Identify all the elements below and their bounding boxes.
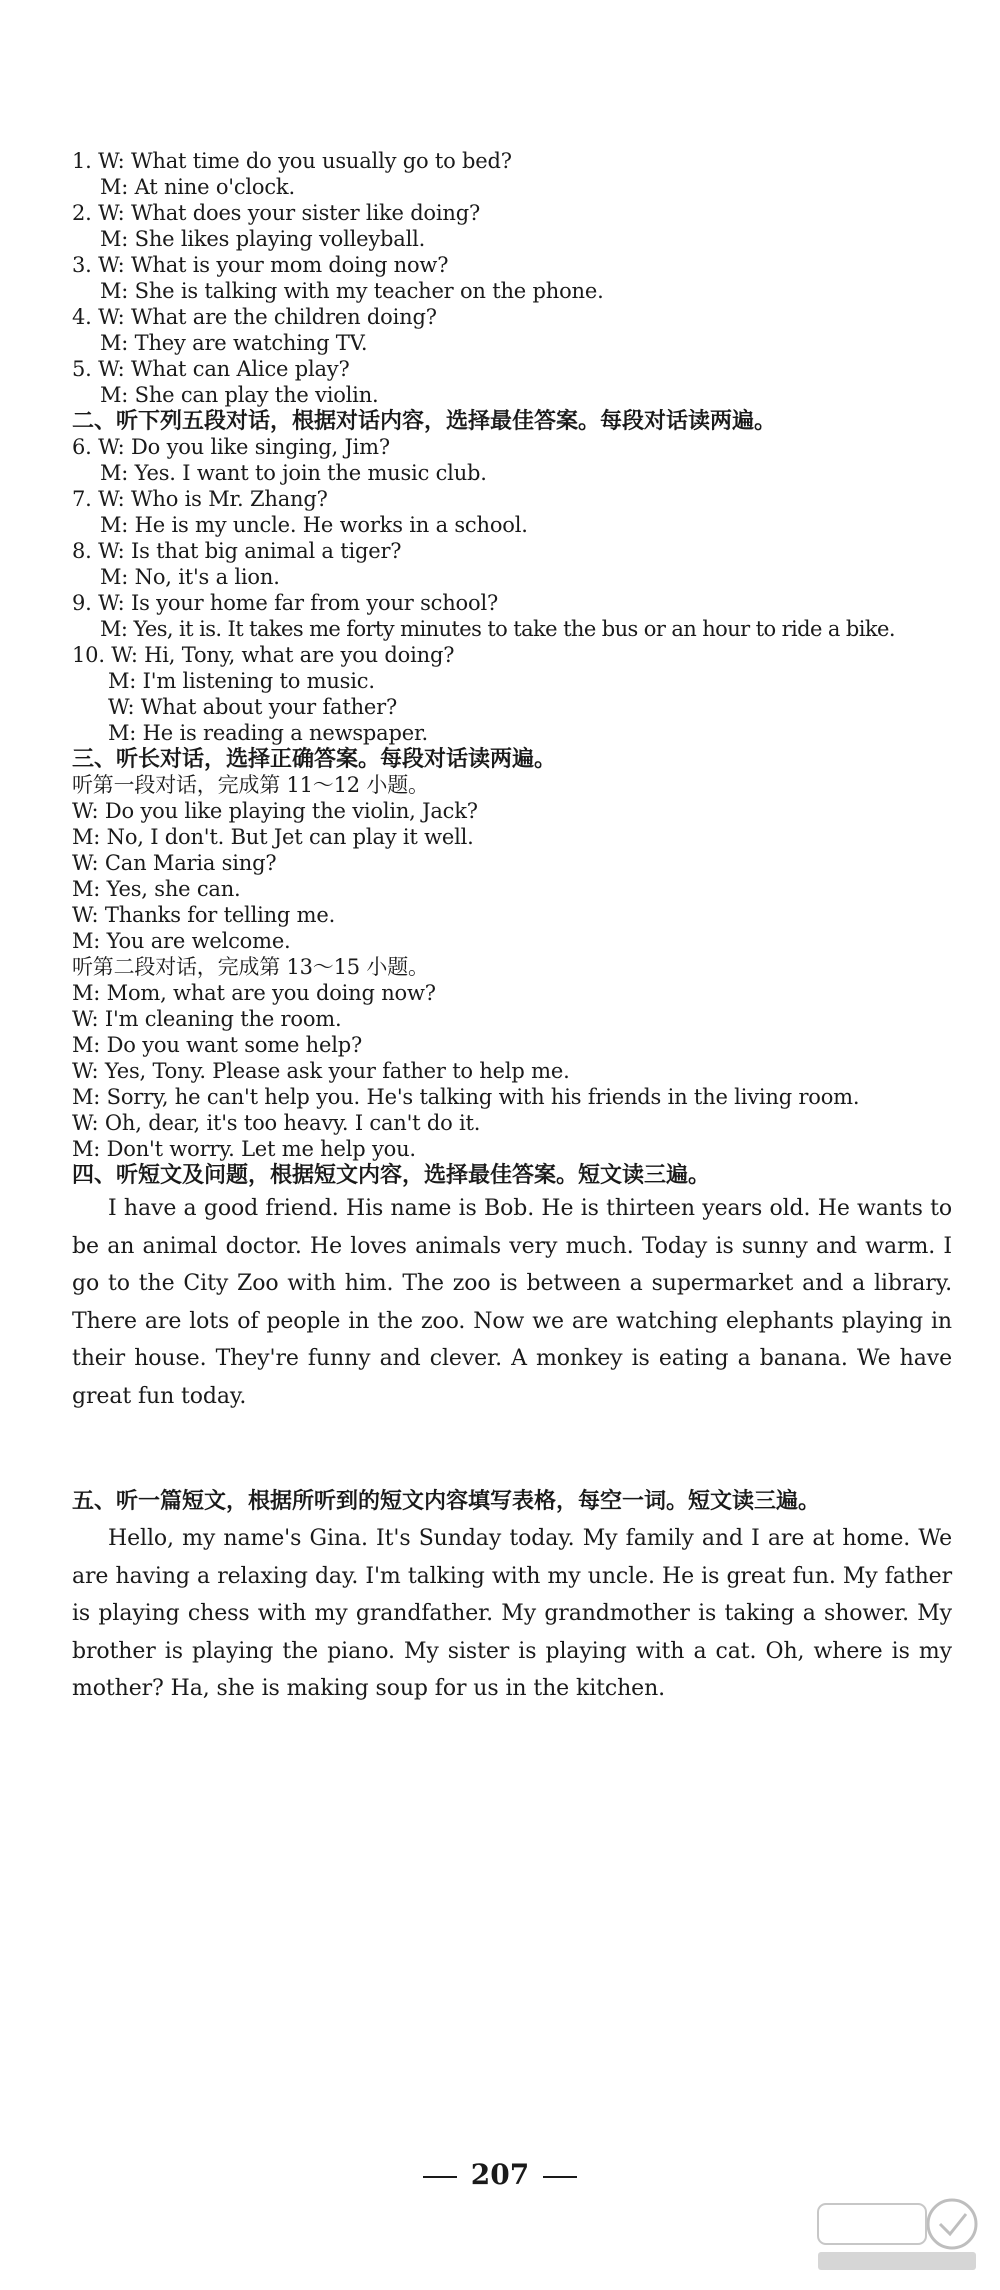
q5-m: M: She can play the violin. — [100, 383, 379, 407]
dialogue-2-instruction: 听第二段对话，完成第 13～15 小题。 — [72, 955, 429, 979]
section-5-heading: 五、听一篇短文，根据所听到的短文内容填写表格，每空一词。短文读三遍。 — [72, 1488, 821, 1514]
dialogue-2-line: M: Sorry, he can't help you. He's talking with his friends in the living room. — [72, 1085, 860, 1109]
page-number-footer — [0, 2158, 1000, 2191]
q8-m: M: No, it's a lion. — [100, 565, 280, 589]
q5-w: 5. W: What can Alice play? — [72, 357, 350, 381]
q1-m: M: At nine o'clock. — [100, 175, 295, 199]
dialogue-1-line: W: Can Maria sing? — [72, 851, 277, 875]
section-5-passage: Hello, my name's Gina. It's Sunday today. My family and I are at home. We are having a relaxing day. I'm talking with my uncle. He is great fun. My father is playing chess with my grandfather. My grandmother is taking a shower. My brother is playing the piano. My sister is playing with a cat. Oh, where is my mother? Ha, she is making soup for us in the kitchen. — [72, 1526, 952, 1702]
q6-w: 6. W: Do you like singing, Jim? — [72, 435, 390, 459]
dialogue-1-line: W: Do you like playing the violin, Jack? — [72, 799, 478, 823]
dialogue-1-line: W: Thanks for telling me. — [72, 903, 336, 927]
section-2-heading: 二、听下列五段对话，根据对话内容，选择最佳答案。每段对话读两遍。 — [72, 408, 777, 434]
q9-w: 9. W: Is your home far from your school? — [72, 591, 499, 615]
q10-m2: M: He is reading a newspaper. — [108, 721, 428, 745]
q7-m: M: He is my uncle. He works in a school. — [100, 513, 528, 537]
q9-m: M: Yes, it is. It takes me forty minutes to take the bus or an hour to ride a bike. — [100, 617, 895, 641]
page-number-dash-left — [423, 2176, 457, 2178]
page-number: 207 — [470, 2158, 530, 2191]
q2-m: M: She likes playing volleyball. — [100, 227, 426, 251]
dialogue-1-instruction: 听第一段对话，完成第 11～12 小题。 — [72, 773, 429, 797]
page-number-dash-right — [543, 2176, 577, 2178]
q3-m: M: She is talking with my teacher on the phone. — [100, 279, 604, 303]
section-4-heading: 四、听短文及问题，根据短文内容，选择最佳答案。短文读三遍。 — [72, 1162, 711, 1188]
q4-m: M: They are watching TV. — [100, 331, 368, 355]
q6-m: M: Yes. I want to join the music club. — [100, 461, 487, 485]
q8-w: 8. W: Is that big animal a tiger? — [72, 539, 402, 563]
section-4-passage: I have a good friend. His name is Bob. He is thirteen years old. He wants to be an animal doctor. He loves animals very much. Today is sunny and warm. I go to the City Zoo with him. The zoo is between a supermarket and a library. There are lots of people in the zoo. Now we are watching elephants playing in their house. They're funny and clever. A monkey is eating a banana. We have great fun today. — [72, 1196, 952, 1409]
section-3-heading: 三、听长对话，选择正确答案。每段对话读两遍。 — [72, 746, 557, 772]
q10-m1: M: I'm listening to music. — [108, 669, 375, 693]
q10-w: 10. W: Hi, Tony, what are you doing? — [72, 643, 455, 667]
q10-w2: W: What about your father? — [108, 695, 398, 719]
watermark-logo — [812, 2194, 982, 2274]
dialogue-2-line: M: Mom, what are you doing now? — [72, 981, 436, 1005]
dialogue-1-line: M: Yes, she can. — [72, 877, 241, 901]
q3-w: 3. W: What is your mom doing now? — [72, 253, 449, 277]
dialogue-2-line: W: Oh, dear, it's too heavy. I can't do it. — [72, 1111, 481, 1135]
dialogue-1-line: M: You are welcome. — [72, 929, 291, 953]
dialogue-2-line: W: I'm cleaning the room. — [72, 1007, 342, 1031]
dialogue-2-line: M: Don't worry. Let me help you. — [72, 1137, 416, 1161]
q2-w: 2. W: What does your sister like doing? — [72, 201, 481, 225]
dialogue-1-line: M: No, I don't. But Jet can play it well. — [72, 825, 474, 849]
dialogue-2-line: M: Do you want some help? — [72, 1033, 363, 1057]
dialogue-2-line: W: Yes, Tony. Please ask your father to help me. — [72, 1059, 570, 1083]
q4-w: 4. W: What are the children doing? — [72, 305, 437, 329]
q1-w: 1. W: What time do you usually go to bed? — [72, 149, 512, 173]
q7-w: 7. W: Who is Mr. Zhang? — [72, 487, 328, 511]
